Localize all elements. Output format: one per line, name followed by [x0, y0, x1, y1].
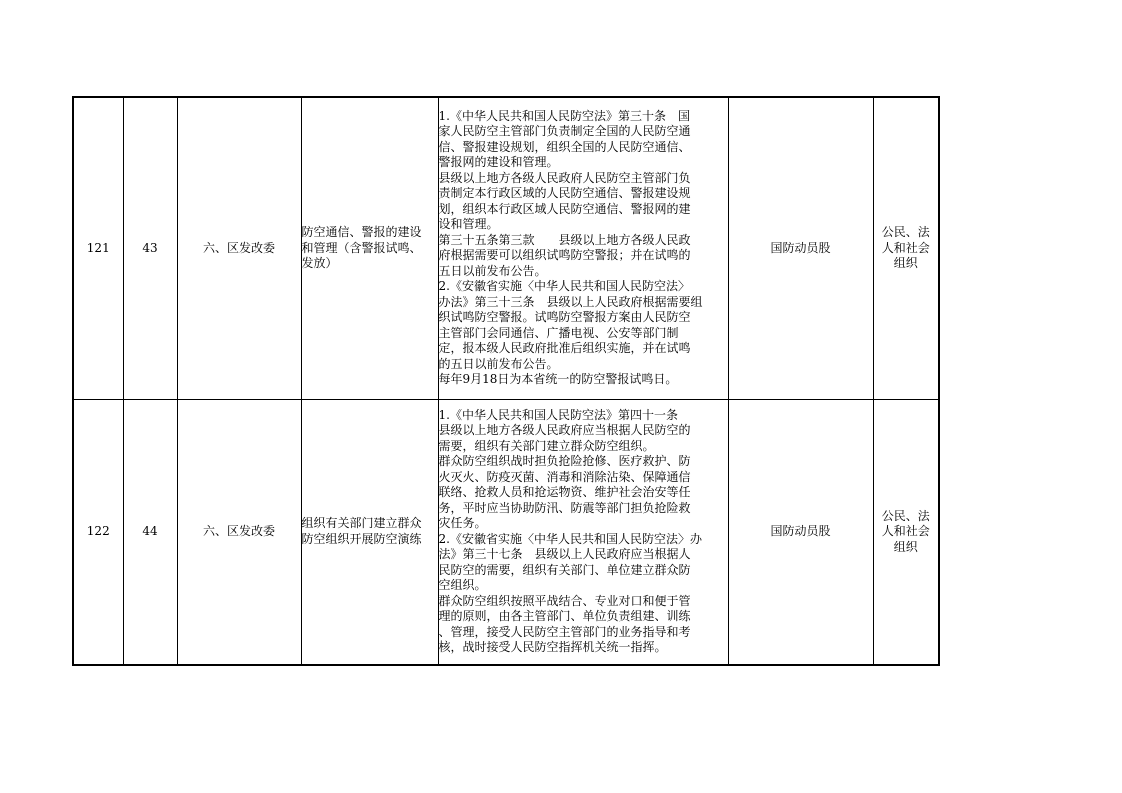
legal-basis-line: 2.《安徽省实施〈中华人民共和国人民防空法〉 — [438, 279, 690, 294]
item-name-cell — [301, 97, 438, 399]
table-row — [73, 399, 939, 665]
legal-basis-line: 警报网的建设和管理。 — [438, 155, 559, 170]
legal-basis-line: 责制定本行政区域的人民防空通信、警报建设规 — [438, 186, 691, 201]
responsible-unit-cell: 国防动员股 — [728, 399, 873, 665]
target-line: 人和社会 — [881, 240, 930, 255]
target-line: 组织 — [893, 539, 918, 554]
legal-basis-line: 法》第三十七条 县级以上人民政府应当根据人 — [438, 547, 691, 562]
legal-basis-line: 空组织。 — [438, 578, 487, 593]
legal-basis-line: 办法》第三十三条 县级以上人民政府根据需要组 — [438, 294, 703, 309]
legal-basis-line: 1.《中华人民共和国人民防空法》第三十条 国 — [438, 108, 690, 123]
legal-basis-line: 五日以前发布公告。 — [438, 263, 547, 278]
target-line: 公民、法 — [881, 508, 930, 523]
legal-basis-line: 、管理，接受人民防空主管部门的业务指导和考 — [438, 624, 691, 639]
legal-basis-line: 灾任务。 — [438, 516, 487, 531]
legal-basis-line: 群众防空组织按照平战结合、专业对口和便于管 — [438, 593, 691, 608]
legal-basis-line: 定，报本级人民政府批准后组织实施，并在试鸣 — [438, 341, 691, 356]
legal-basis-line: 府根据需要可以组织试鸣防空警报；并在试鸣的 — [438, 248, 691, 263]
item-no-cell: 44 — [123, 399, 177, 665]
legal-basis-line: 民防空的需要，组织有关部门、单位建立群众防 — [438, 562, 691, 577]
item-name-line: 防空通信、警报的建设 — [301, 225, 422, 239]
legal-basis-line: 设和管理。 — [438, 217, 499, 232]
legal-basis-line: 家人民防空主管部门负责制定全国的人民防空通 — [438, 124, 691, 139]
legal-basis-line: 县级以上地方各级人民政府人民防空主管部门负 — [438, 170, 691, 185]
legal-basis-cell — [438, 97, 728, 399]
seq-cell: 121 — [73, 97, 123, 399]
legal-basis-line: 第三十五条第三款 县级以上地方各级人民政 — [438, 232, 691, 247]
legal-basis-line: 1.《中华人民共和国人民防空法》第四十一条 — [438, 407, 678, 422]
legal-basis-line: 火灭火、防疫灭菌、消毒和消除沾染、保障通信 — [438, 469, 691, 484]
item-name-line: 和管理（含警报试鸣、 — [301, 240, 422, 255]
responsible-unit-cell: 国防动员股 — [728, 97, 873, 399]
legal-basis-line: 群众防空组织战时担负抢险抢修、医疗救护、防 — [438, 454, 691, 469]
legal-basis-line: 县级以上地方各级人民政府应当根据人民防空的 — [438, 423, 691, 438]
item-no-cell: 43 — [123, 97, 177, 399]
department-cell: 六、区发改委 — [177, 97, 301, 399]
legal-basis-line: 需要，组织有关部门建立群众防空组织。 — [438, 438, 655, 453]
legal-basis-line: 织试鸣防空警报。试鸣防空警报方案由人民防空 — [438, 310, 691, 325]
target-line: 公民、法 — [881, 225, 930, 239]
legal-basis-line: 联络、抢救人员和抢运物资、维护社会治安等任 — [438, 485, 691, 500]
legal-basis-line: 理的原则，由各主管部门、单位负责组建、训练 — [438, 609, 691, 624]
target-line: 组织 — [893, 256, 918, 270]
legal-basis-line: 的五日以前发布公告。 — [438, 356, 559, 371]
legal-basis-cell — [438, 399, 728, 665]
item-name-line: 防空组织开展防空演练 — [301, 531, 422, 546]
item-name-cell — [301, 399, 438, 665]
legal-basis-line: 主管部门会同通信、广播电视、公安等部门制 — [438, 325, 679, 340]
target-line: 人和社会 — [881, 524, 930, 538]
legal-basis-line: 每年9月18日为本省统一的防空警报试鸣日。 — [438, 372, 678, 387]
legal-basis-line: 划，组织本行政区域人民防空通信、警报网的建 — [438, 201, 691, 216]
legal-basis-line: 核，战时接受人民防空指挥机关统一指挥。 — [438, 640, 667, 655]
legal-basis-line: 务，平时应当协助防汛、防震等部门担负抢险救 — [438, 500, 691, 515]
seq-cell: 122 — [73, 399, 123, 665]
legal-basis-line: 信、警报建设规划，组织全国的人民防空通信、 — [438, 139, 691, 154]
item-name-line: 组织有关部门建立群众 — [301, 516, 422, 531]
target-cell — [873, 97, 939, 399]
target-cell — [873, 399, 939, 665]
department-cell: 六、区发改委 — [177, 399, 301, 665]
responsibility-table — [72, 96, 940, 666]
table-row — [73, 97, 939, 399]
legal-basis-line: 2.《安徽省实施〈中华人民共和国人民防空法〉办 — [438, 531, 702, 546]
item-name-line: 发放） — [301, 256, 338, 270]
